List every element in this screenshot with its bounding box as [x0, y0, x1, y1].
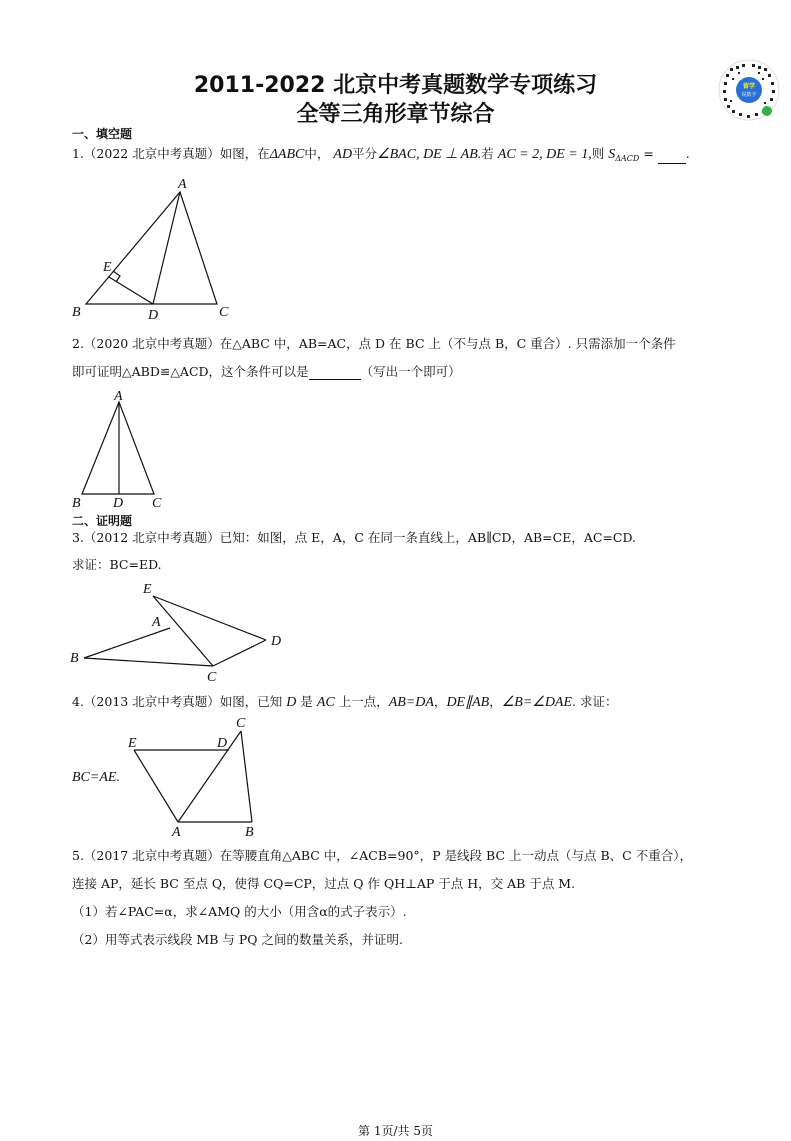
point-label-d: D	[217, 736, 228, 751]
point-label-c: C	[219, 305, 229, 320]
svg-text:留学: 留学	[742, 83, 756, 90]
point-label-b: B	[72, 305, 81, 320]
section-heading-fill-blank: 一、填空题	[72, 127, 133, 141]
point-label-e: E	[103, 260, 112, 275]
point-label-b: B	[70, 651, 79, 666]
point-label-c: C	[152, 496, 162, 511]
question-5-subquestion-1: （1）若∠PAC=α，求∠AMQ 的大小（用含α的式子表示）.	[72, 904, 407, 919]
question-2-line-1: 2.（2020 北京中考真题）在△ABC 中，AB=AC，点 D 在 BC 上（不与点 B，C 重合）. 只需添加一个条件	[72, 336, 676, 351]
question-5-line-1: 5.（2017 北京中考真题）在等腰直角△ABC 中，∠ACB=90°，P 是线段 BC 上一动点（与点 B、C 不重合），	[72, 848, 692, 863]
point-label-b: B	[72, 496, 81, 511]
question-3-line-1: 3.（2012 北京中考真题）已知：如图，点 E，A，C 在同一条直线上，AB∥CD，AB=CE，AC=CD.	[72, 530, 637, 545]
question-4-figure	[120, 712, 270, 840]
question-5-subquestion-2: （2）用等式表示线段 MB 与 PQ 之间的数量关系，并证明.	[72, 932, 403, 947]
point-label-b: B	[245, 825, 254, 840]
point-label-a: A	[172, 825, 181, 840]
question-1-figure	[70, 172, 240, 322]
question-3-line-2: 求证：BC=ED.	[72, 557, 162, 572]
qr-code-icon	[718, 58, 780, 122]
question-4-text: 4.（2013 北京中考真题）如图，已知 D 是 AC 上一点，AB=DA，DE∥AB，∠B=∠DAE. 求证：	[72, 694, 618, 710]
page-subtitle: 全等三角形章节综合	[296, 102, 495, 127]
page-title: 2011-2022 北京中考真题数学专项练习	[193, 73, 598, 98]
point-label-a: A	[178, 177, 187, 192]
section-heading-proof: 二、证明题	[72, 514, 133, 528]
question-5-line-2: 连接 AP，延长 BC 至点 Q，使得 CQ=CP，过点 Q 作 QH⊥AP 于点 H，交 AB 于点 M.	[72, 876, 576, 891]
point-label-e: E	[143, 582, 152, 597]
svg-text:说数字: 说数字	[741, 92, 757, 98]
point-label-e: E	[128, 736, 137, 751]
question-4-proof-target: BC=AE.	[72, 770, 120, 785]
point-label-a: A	[114, 389, 123, 404]
point-label-d: D	[271, 634, 282, 649]
question-2-line-2: 即可证明△ABD≌△ACD，这个条件可以是 （写出一个即可）	[72, 364, 461, 379]
page-footer: 第 1页/共 5页	[358, 1124, 433, 1138]
point-label-d: D	[113, 496, 124, 511]
question-2-figure	[70, 388, 170, 512]
question-3-figure	[66, 578, 296, 688]
answer-blank-q2	[309, 379, 361, 380]
point-label-a: A	[152, 615, 161, 630]
point-label-c: C	[236, 716, 246, 731]
question-1-text: 1.（2022 北京中考真题）如图，在ΔABC中， AD平分∠BAC, DE ⊥ AB.若 AC = 2, DE = 1,则 $S_{\Delta ACD}$ = .	[72, 146, 690, 163]
answer-blank-q1	[658, 163, 686, 164]
point-label-c: C	[207, 670, 217, 685]
point-label-d: D	[148, 308, 159, 322]
